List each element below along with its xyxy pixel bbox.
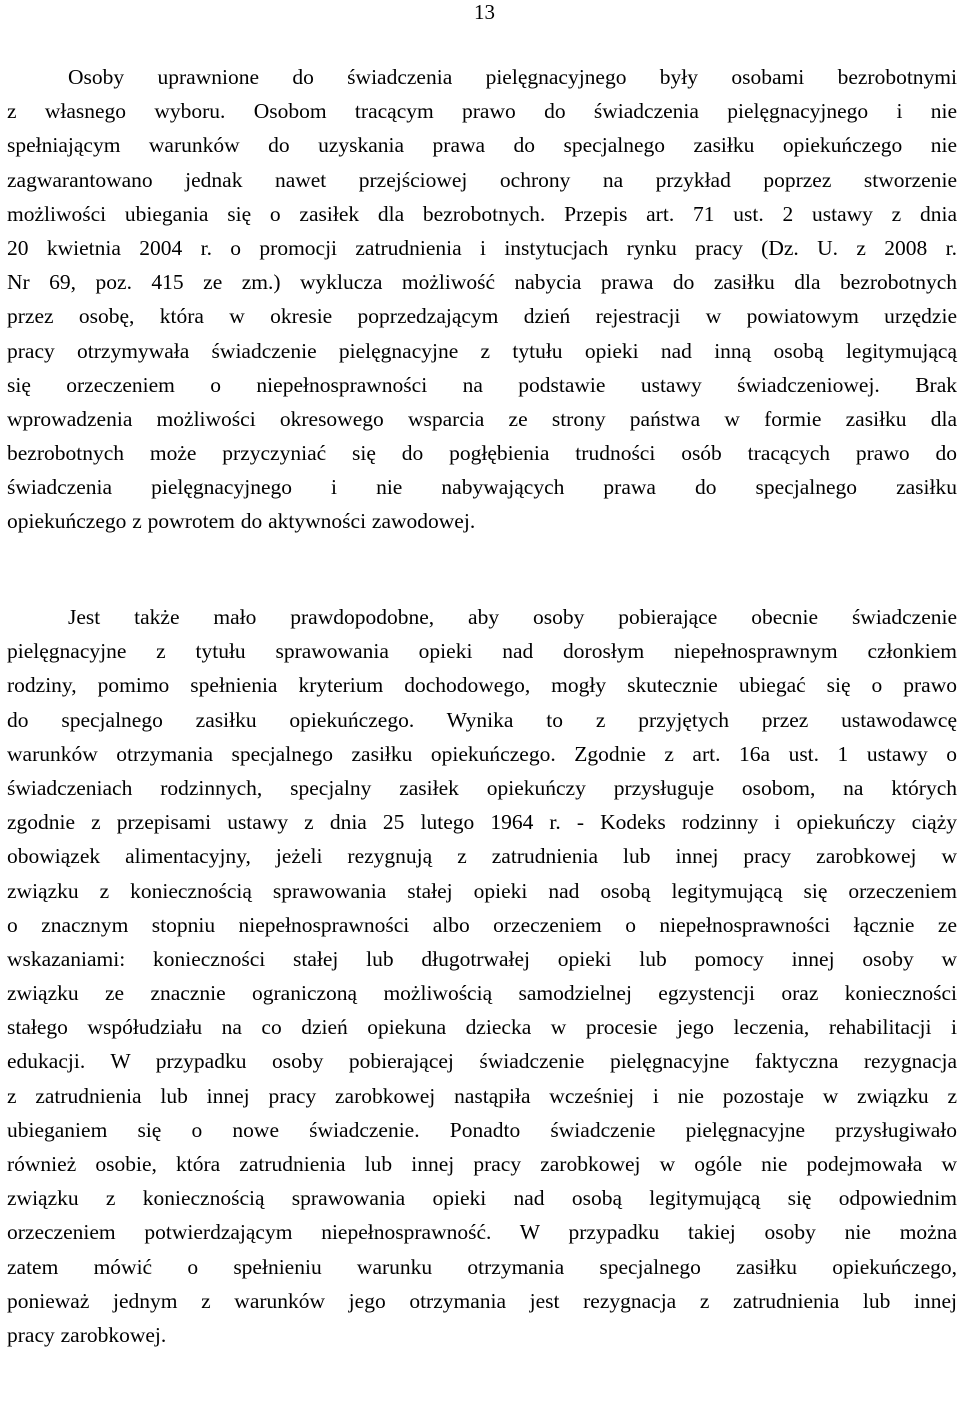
page-number: 13: [474, 0, 495, 24]
paragraph-line: spełniającym warunków do uzyskania prawa do specjalnego zasiłku opiekuńczego nie: [7, 133, 957, 158]
paragraph-1: [7, 60, 957, 539]
paragraph-line: bezrobotnych może przyczyniać się do pogłębienia trudności osób tracących prawo do: [7, 441, 957, 466]
paragraph-line: związku z koniecznością sprawowania stałej opieki nad osobą legitymującą się orzeczeniem: [7, 878, 957, 903]
paragraph-line: ubieganiem się o nowe świadczenie. Ponadto świadczenie pielęgnacyjne przysługiwało: [7, 1117, 957, 1142]
paragraph-line: ponieważ jednym z warunków jego otrzymania jest rezygnacja z zatrudnienia lub innej: [7, 1288, 957, 1313]
paragraph-line: opiekuńczego z powrotem do aktywności zawodowej.: [7, 509, 476, 534]
paragraph-line: warunków otrzymania specjalnego zasiłku opiekuńczego. Zgodnie z art. 16a ust. 1 ustawy o: [7, 741, 957, 766]
paragraph-line: o znacznym stopniu niepełnosprawności albo orzeczeniem o niepełnosprawności łącznie ze: [7, 912, 957, 937]
paragraph-line: rodziny, pomimo spełnienia kryterium dochodowego, mogły skutecznie ubiegać się o prawo: [7, 673, 957, 698]
paragraph-line: do specjalnego zasiłku opiekuńczego. Wynika to z przyjętych przez ustawodawcę: [7, 707, 957, 732]
paragraph-line: przez osobę, która w okresie poprzedzającym dzień rejestracji w powiatowym urzędzie: [7, 304, 957, 329]
paragraph-line: możliwości ubiegania się o zasiłek dla bezrobotnych. Przepis art. 71 ust. 2 ustawy z dnia: [7, 201, 957, 226]
paragraph-line: stałego współudziału na co dzień opiekuna dziecka w procesie jego leczenia, rehabilitacji i: [7, 1015, 957, 1040]
paragraph-line: wskazaniami: konieczności stałej lub długotrwałej opieki lub pomocy innej osoby w: [7, 946, 957, 971]
paragraph-line: pracy otrzymywała świadczenie pielęgnacyjne z tytułu opieki nad inną osobą legitymującą: [7, 338, 957, 363]
paragraph-line: związku ze znacznie ograniczoną możliwością samodzielnej egzystencji oraz konieczności: [7, 981, 957, 1006]
paragraph-line: Osoby uprawnione do świadczenia pielęgnacyjnego były osobami bezrobotnymi: [68, 65, 957, 89]
paragraph-line: pracy zarobkowej.: [7, 1322, 167, 1347]
paragraph-line: zatem mówić o spełnieniu warunku otrzymania specjalnego zasiłku opiekuńczego,: [7, 1254, 957, 1279]
paragraph-line: wprowadzenia możliwości okresowego wsparcia ze strony państwa w formie zasiłku dla: [7, 406, 957, 431]
paragraph-line: zagwarantowano jednak nawet przejściowej ochrony na przykład poprzez stworzenie: [7, 167, 957, 192]
paragraph-2: [7, 600, 957, 1352]
paragraph-line: pielęgnacyjne z tytułu sprawowania opieki nad dorosłym niepełnosprawnym członkiem: [7, 639, 957, 664]
paragraph-line: świadczeniach rodzinnych, specjalny zasiłek opiekuńczy przysługuje osobom, na których: [7, 775, 957, 800]
paragraph-line: świadczenia pielęgnacyjnego i nie nabywających prawa do specjalnego zasiłku: [7, 475, 957, 500]
paragraph-line: edukacji. W przypadku osoby pobierającej świadczenie pielęgnacyjne faktyczna rezygnacja: [7, 1049, 957, 1074]
paragraph-line: również osobie, która zatrudnienia lub innej pracy zarobkowej w ogóle nie podejmowała w: [7, 1152, 957, 1176]
paragraph-line: z zatrudnienia lub innej pracy zarobkowej nastąpiła wcześniej i nie pozostaje w związku z: [7, 1083, 957, 1108]
paragraph-line: z własnego wyboru. Osobom tracącym prawo do świadczenia pielęgnacyjnego i nie: [7, 99, 957, 124]
paragraph-line: 20 kwietnia 2004 r. o promocji zatrudnienia i instytucjach rynku pracy (Dz. U. z 2008 r.: [7, 235, 957, 260]
paragraph-line: się orzeczeniem o niepełnosprawności na podstawie ustawy świadczeniowej. Brak: [7, 372, 957, 397]
paragraph-line: zgodnie z przepisami ustawy z dnia 25 lutego 1964 r. - Kodeks rodzinny i opiekuńczy ciąży: [7, 810, 957, 835]
paragraph-line: orzeczeniem potwierdzającym niepełnosprawność. W przypadku takiej osoby nie można: [7, 1220, 957, 1245]
paragraph-line: Jest także mało prawdopodobne, aby osoby pobierające obecnie świadczenie: [68, 605, 957, 629]
paragraph-line: obowiązek alimentacyjny, jeżeli rezygnują z zatrudnienia lub innej pracy zarobkowej w: [7, 844, 957, 869]
paragraph-line: związku z koniecznością sprawowania opieki nad osobą legitymującą się odpowiednim: [7, 1186, 957, 1211]
paragraph-line: Nr 69, poz. 415 ze zm.) wyklucza możliwość nabycia prawa do zasiłku dla bezrobotnych: [7, 270, 957, 295]
